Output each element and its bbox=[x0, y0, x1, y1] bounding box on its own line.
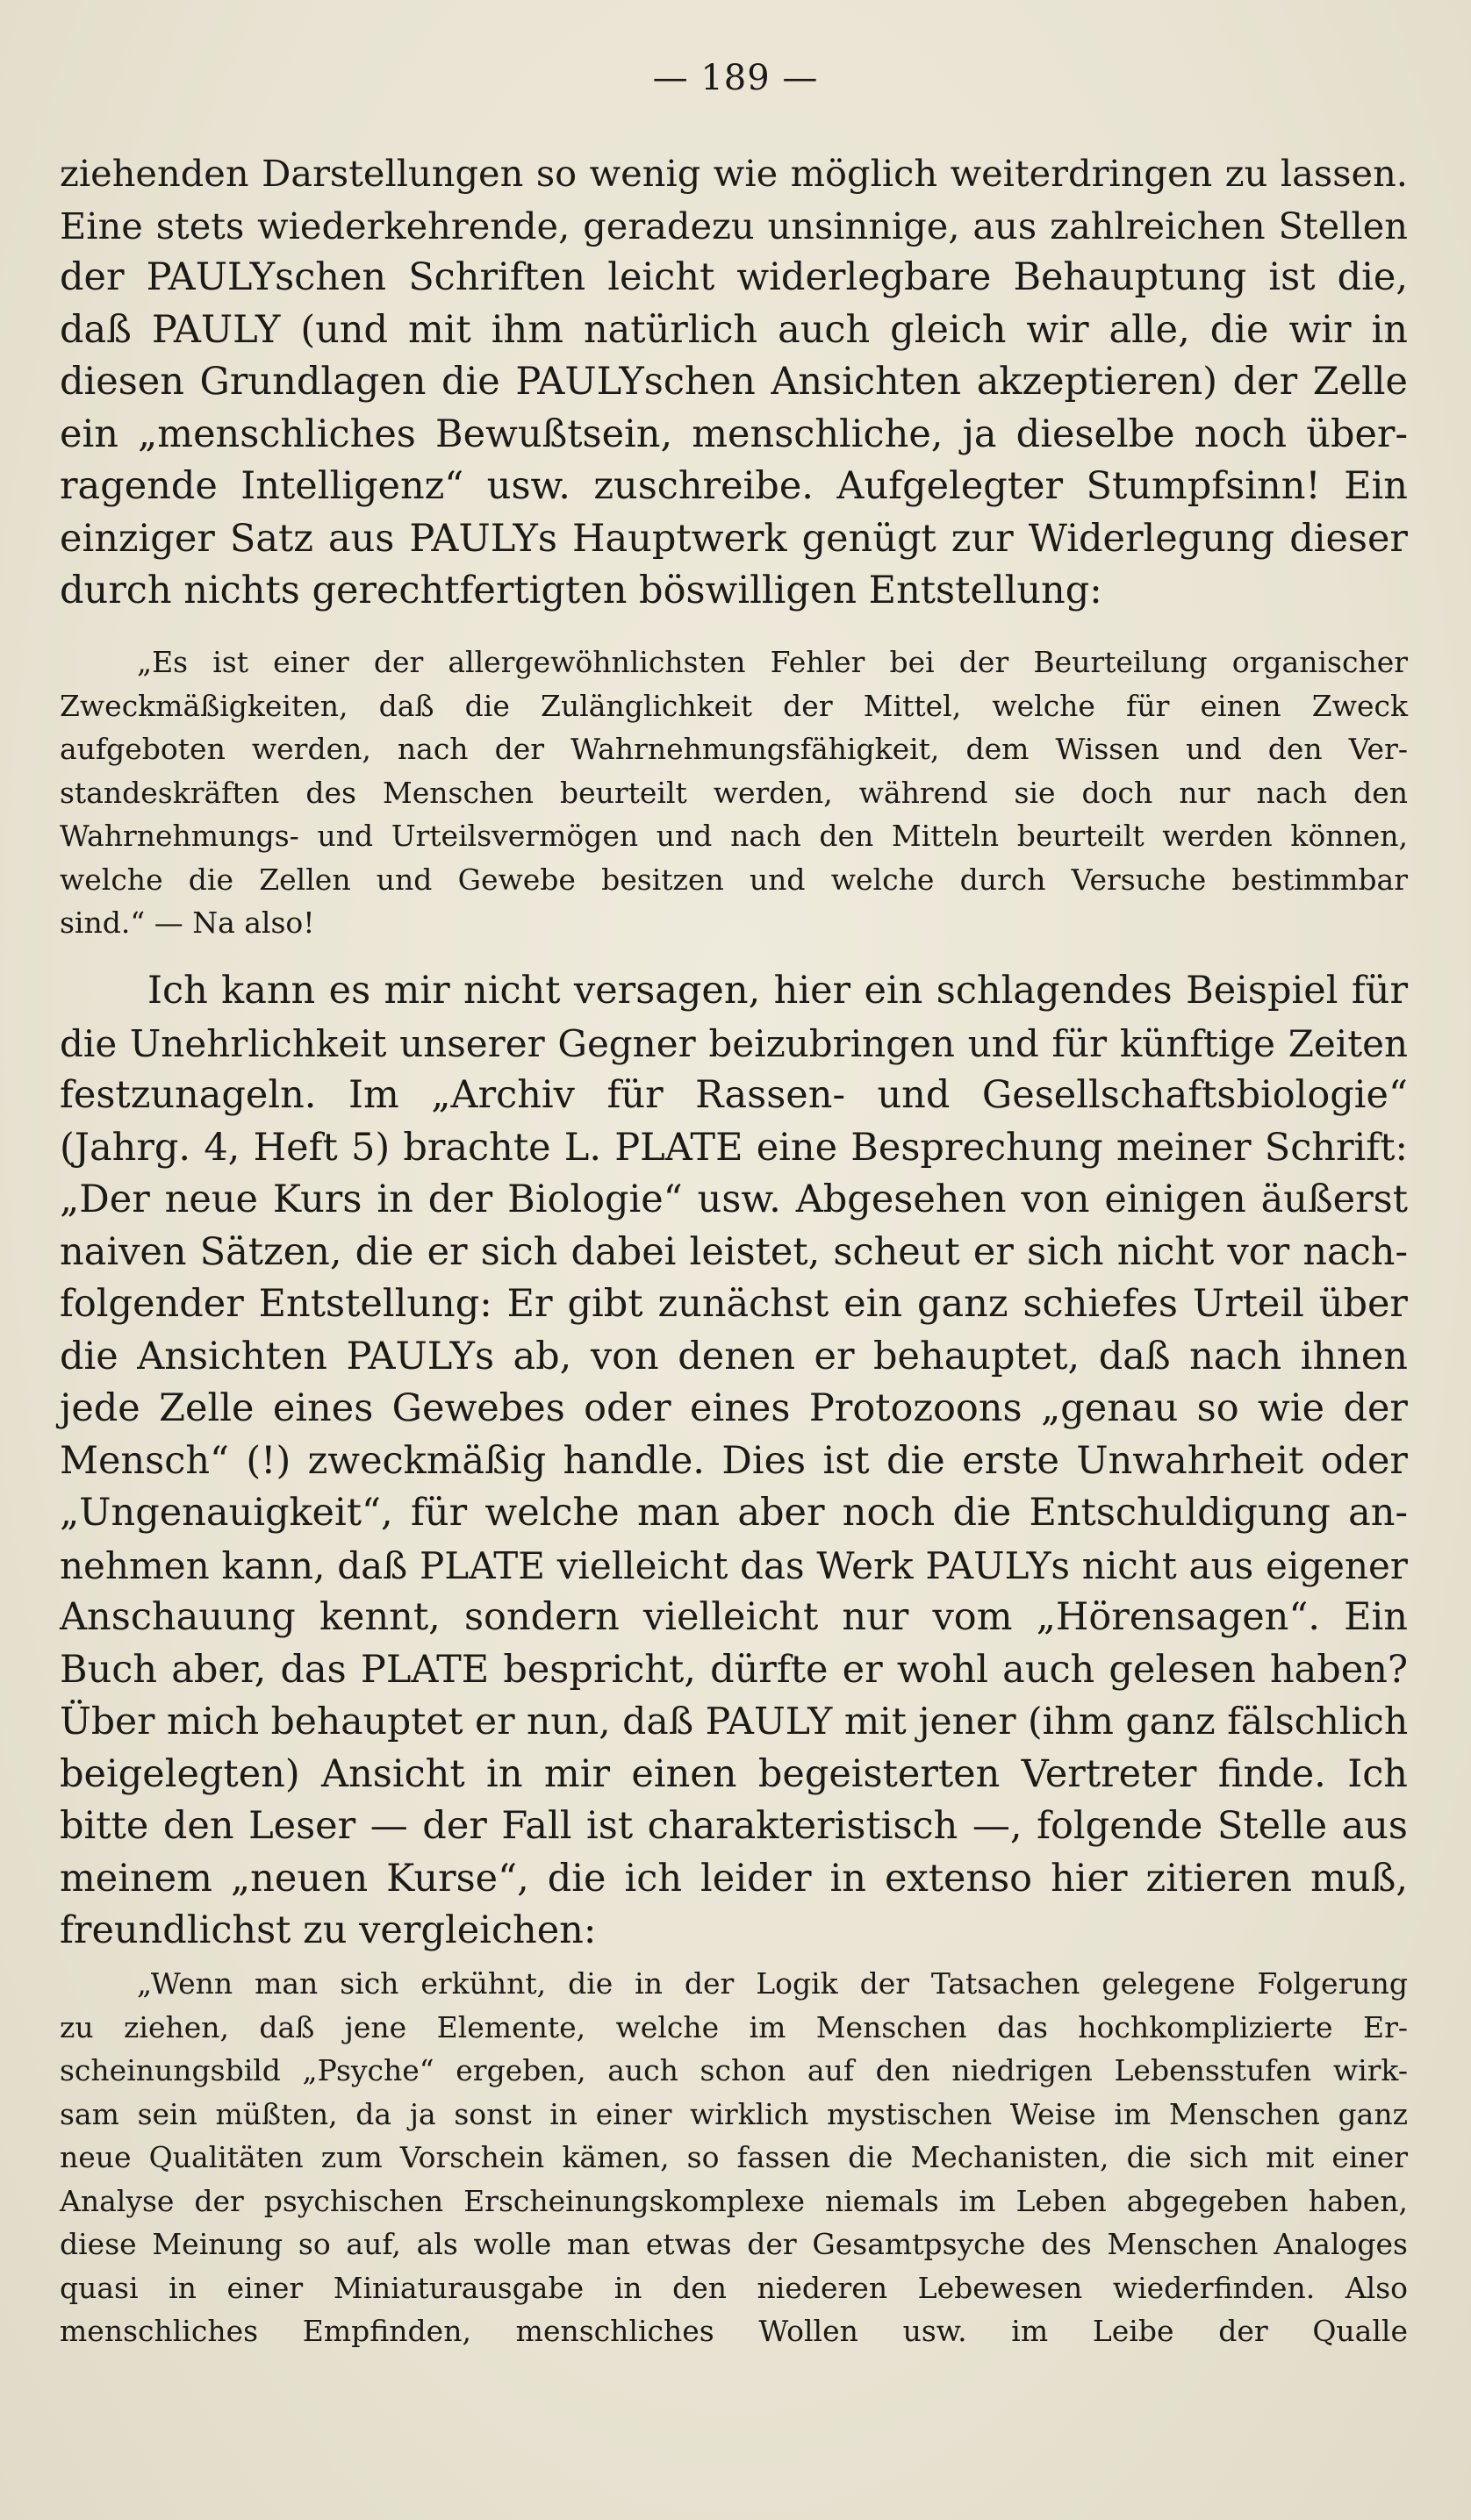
quote-line: scheinungsbild „Psyche“ ergeben, auch schon auf den niedrigen Lebensstufen wirk- bbox=[60, 2053, 1408, 2087]
text-line: Eine stets wiederkehrende, geradezu unsinnige, aus zahlreichen Stellen bbox=[60, 204, 1408, 247]
page-number: — 189 — bbox=[652, 58, 819, 98]
text-line: durch nichts gerechtfertigten böswilligen Entstellung: bbox=[60, 569, 1102, 612]
quote-line: sam sein müßten, da ja sonst in einer wirklich mystischen Weise im Menschen ganz bbox=[60, 2096, 1408, 2131]
text-line: die Ansichten PAULYs ab, von denen er behauptet, daß nach ihnen bbox=[60, 1334, 1408, 1378]
quote-line: diese Meinung so auf, als wolle man etwas der Gesamtpsyche des Menschen Analoges bbox=[60, 2227, 1408, 2261]
quote-line: „Es ist einer der allergewöhnlichsten Fehler bei der Beurteilung organischer bbox=[137, 645, 1408, 679]
text-line: diesen Grundlagen die PAULYschen Ansichten akzeptieren) der Zelle bbox=[60, 360, 1408, 404]
text-line: der PAULYschen Schriften leicht widerlegbare Behauptung ist die, bbox=[60, 255, 1408, 299]
quote-line: „Wenn man sich erkühnt, die in der Logik der Tatsachen gelegene Folgerung bbox=[137, 1966, 1408, 2001]
paragraph-1 bbox=[60, 147, 1408, 618]
quote-line: aufgeboten werden, nach der Wahrnehmungsfähigkeit, dem Wissen und den Ver- bbox=[60, 732, 1408, 766]
text-line: Anschauung kennt, sondern vielleicht nur vom „Hörensagen“. Ein bbox=[60, 1595, 1408, 1639]
text-line: freundlichst zu vergleichen: bbox=[60, 1908, 597, 1952]
text-line: daß PAULY (und mit ihm natürlich auch gleich wir alle, die wir in bbox=[60, 307, 1408, 352]
quote-line: quasi in einer Miniaturausgabe in den niederen Lebewesen wiederfinden. Also bbox=[60, 2270, 1408, 2305]
text-line: „Ungenauigkeit“, für welche man aber noch die Entschuldigung an- bbox=[60, 1491, 1408, 1535]
text-line: die Unehrlichkeit unserer Gegner beizubringen und für künftige Zeiten bbox=[60, 1021, 1408, 1065]
text-line: jede Zelle eines Gewebes oder eines Protozoons „genau so wie der bbox=[60, 1386, 1408, 1430]
quote-line: Analyse der psychischen Erscheinungskomplexe niemals im Leben abgegeben haben, bbox=[60, 2183, 1408, 2218]
text-line: (Jahrg. 4, Heft 5) brachte L. PLATE eine Besprechung meiner Schrift: bbox=[60, 1125, 1408, 1170]
text-line: bitte den Leser — der Fall ist charakteristisch —, folgende Stelle aus bbox=[60, 1804, 1408, 1848]
quote-line: sind.“ — Na also! bbox=[60, 906, 315, 940]
text-line: Mensch“ (!) zweckmäßig handle. Dies ist die erste Unwahrheit oder bbox=[60, 1438, 1408, 1483]
text-line: folgender Entstellung: Er gibt zunächst ein ganz schiefes Urteil über bbox=[60, 1282, 1408, 1326]
text-line: meinem „neuen Kurse“, die ich leider in extenso hier zitieren muß, bbox=[60, 1856, 1408, 1901]
text-line: Über mich behauptet er nun, daß PAULY mit jener (ihm ganz fälschlich bbox=[60, 1700, 1409, 1743]
text-line: Buch aber, das PLATE bespricht, dürfte er wohl auch gelesen haben? bbox=[60, 1647, 1408, 1692]
quote-line: menschliches Empfinden, menschliches Wollen usw. im Leibe der Qualle bbox=[60, 2314, 1408, 2348]
text-line: ein „menschliches Bewußtsein, menschliche, ja dieselbe noch über- bbox=[60, 412, 1408, 456]
quote-line: Wahrnehmungs- und Urteilsvermögen und nach den Mitteln beurteilt werden können, bbox=[60, 819, 1408, 853]
text-line: festzunageln. Im „Archiv für Rassen- und Gesellschaftsbiologie“ bbox=[60, 1073, 1408, 1117]
text-line: beigelegten) Ansicht in mir einen begeisterten Vertreter finde. Ich bbox=[60, 1751, 1408, 1796]
text-line: naiven Sätzen, die er sich dabei leistet, scheut er sich nicht vor nach- bbox=[60, 1229, 1408, 1274]
text-line: „Der neue Kurs in der Biologie“ usw. Abgesehen von einigen äußerst bbox=[60, 1178, 1408, 1221]
text-line: einziger Satz aus PAULYs Hauptwerk genügt zur Widerlegung dieser bbox=[60, 516, 1408, 561]
quote-line: welche die Zellen und Gewebe besitzen und welche durch Versuche bestimmbar bbox=[60, 862, 1408, 897]
block-quote-2 bbox=[60, 1962, 1408, 2353]
block-quote-1 bbox=[60, 641, 1408, 945]
text-line: Ich kann es mir nicht versagen, hier ein schlagendes Beispiel für bbox=[147, 969, 1408, 1013]
quote-line: zu ziehen, daß jene Elemente, welche im Menschen das hochkomplizierte Er- bbox=[60, 2009, 1408, 2044]
quote-line: standeskräften des Menschen beurteilt werden, während sie doch nur nach den bbox=[60, 775, 1408, 810]
text-line: ragende Intelligenz“ usw. zuschreibe. Aufgelegter Stumpfsinn! Ein bbox=[60, 464, 1408, 508]
quote-line: Zweckmäßigkeiten, daß die Zulänglichkeit der Mittel, welche für einen Zweck bbox=[60, 688, 1408, 723]
quote-line: neue Qualitäten zum Vorschein kämen, so fassen die Mechanisten, die sich mit einer bbox=[60, 2140, 1408, 2174]
text-line: nehmen kann, daß PLATE vielleicht das Werk PAULYs nicht aus eigener bbox=[60, 1543, 1408, 1587]
text-line: ziehenden Darstellungen so wenig wie möglich weiterdringen zu lassen. bbox=[60, 152, 1408, 195]
paragraph-2 bbox=[60, 965, 1408, 1958]
